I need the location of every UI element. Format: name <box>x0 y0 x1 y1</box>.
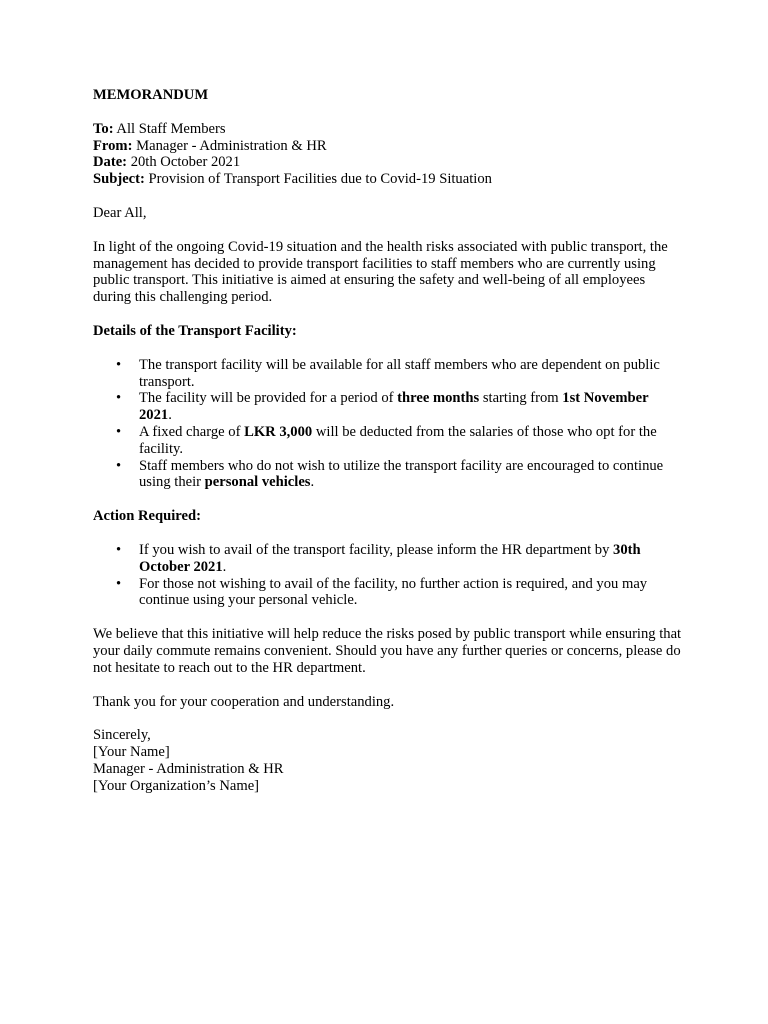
details-item-2-e: . <box>168 407 172 424</box>
signature-name: [Your Name] <box>93 744 170 761</box>
date-line <box>93 154 683 171</box>
details-item-3-a: A fixed charge of <box>139 423 245 440</box>
details-item-3-charge: LKR 3,000 <box>244 423 313 440</box>
list-item <box>139 458 683 492</box>
from-label: From: <box>93 137 133 154</box>
details-item-4-a: Staff members who do not wish to utilize the transport facility are encouraged to continue using their <box>139 457 664 491</box>
details-list <box>93 357 683 491</box>
subject-line <box>93 171 683 188</box>
memo-document <box>93 87 683 795</box>
list-item <box>139 424 683 458</box>
to-value: All Staff Members <box>116 120 226 137</box>
greeting: Dear All, <box>93 204 147 221</box>
action-item-1-c: . <box>222 558 227 575</box>
details-item-2-a: The facility will be provided for a period of <box>139 390 398 407</box>
intro-paragraph: In light of the ongoing Covid-19 situation and the health risks associated with public transport, the management has decided to provide transport facilities to staff members who are currently using public transport. This initiative is aimed at ensuring the safety and well-being of all employees during this challenging period. <box>93 238 668 306</box>
subject-label: Subject: <box>93 171 145 188</box>
action-heading: Action Required: <box>93 508 201 525</box>
details-item-4-c: . <box>310 474 315 491</box>
signature-title: Manager - Administration & HR <box>93 760 284 777</box>
list-item <box>139 357 683 391</box>
from-line <box>93 138 683 155</box>
thanks-line: Thank you for your cooperation and understanding. <box>93 693 395 710</box>
signoff: Sincerely, <box>93 727 151 744</box>
list-item <box>139 542 683 576</box>
date-value: 20th October 2021 <box>130 154 241 171</box>
details-item-2-start-date: 1st November 2021 <box>139 390 649 424</box>
details-item-2-c: starting from <box>479 390 563 407</box>
details-heading: Details of the Transport Facility: <box>93 322 297 339</box>
signature-organization: [Your Organization’s Name] <box>93 777 260 794</box>
action-item-2-text: For those not wishing to avail of the facility, no further action is required, and you may continue using your personal vehicle. <box>139 575 648 609</box>
action-item-1-a: If you wish to avail of the transport facility, please inform the HR department by <box>139 541 614 558</box>
details-item-3-c: will be deducted from the salaries of those who opt for the facility. <box>139 423 657 457</box>
subject-value: Provision of Transport Facilities due to Covid-19 Situation <box>148 171 492 188</box>
list-item <box>139 390 683 424</box>
details-item-1-text: The transport facility will be available for all staff members who are dependent on public transport. <box>139 356 660 390</box>
list-item <box>139 576 683 610</box>
closing-paragraph: We believe that this initiative will help reduce the risks posed by public transport while ensuring that your daily commute remains convenient. Should you have any further queries or concerns, please do not hesitate to reach out to the HR department. <box>93 626 682 676</box>
memo-title: MEMORANDUM <box>93 87 209 103</box>
details-item-2-period: three months <box>397 390 480 407</box>
memo-header <box>93 121 683 188</box>
signature-block <box>93 727 683 794</box>
action-list <box>93 542 683 609</box>
to-line <box>93 121 683 138</box>
details-item-4-vehicles: personal vehicles <box>204 474 311 491</box>
to-label: To: <box>93 120 114 137</box>
from-value: Manager - Administration & HR <box>136 137 327 154</box>
date-label: Date: <box>93 154 128 171</box>
action-item-1-deadline: 30th October 2021 <box>139 541 641 575</box>
